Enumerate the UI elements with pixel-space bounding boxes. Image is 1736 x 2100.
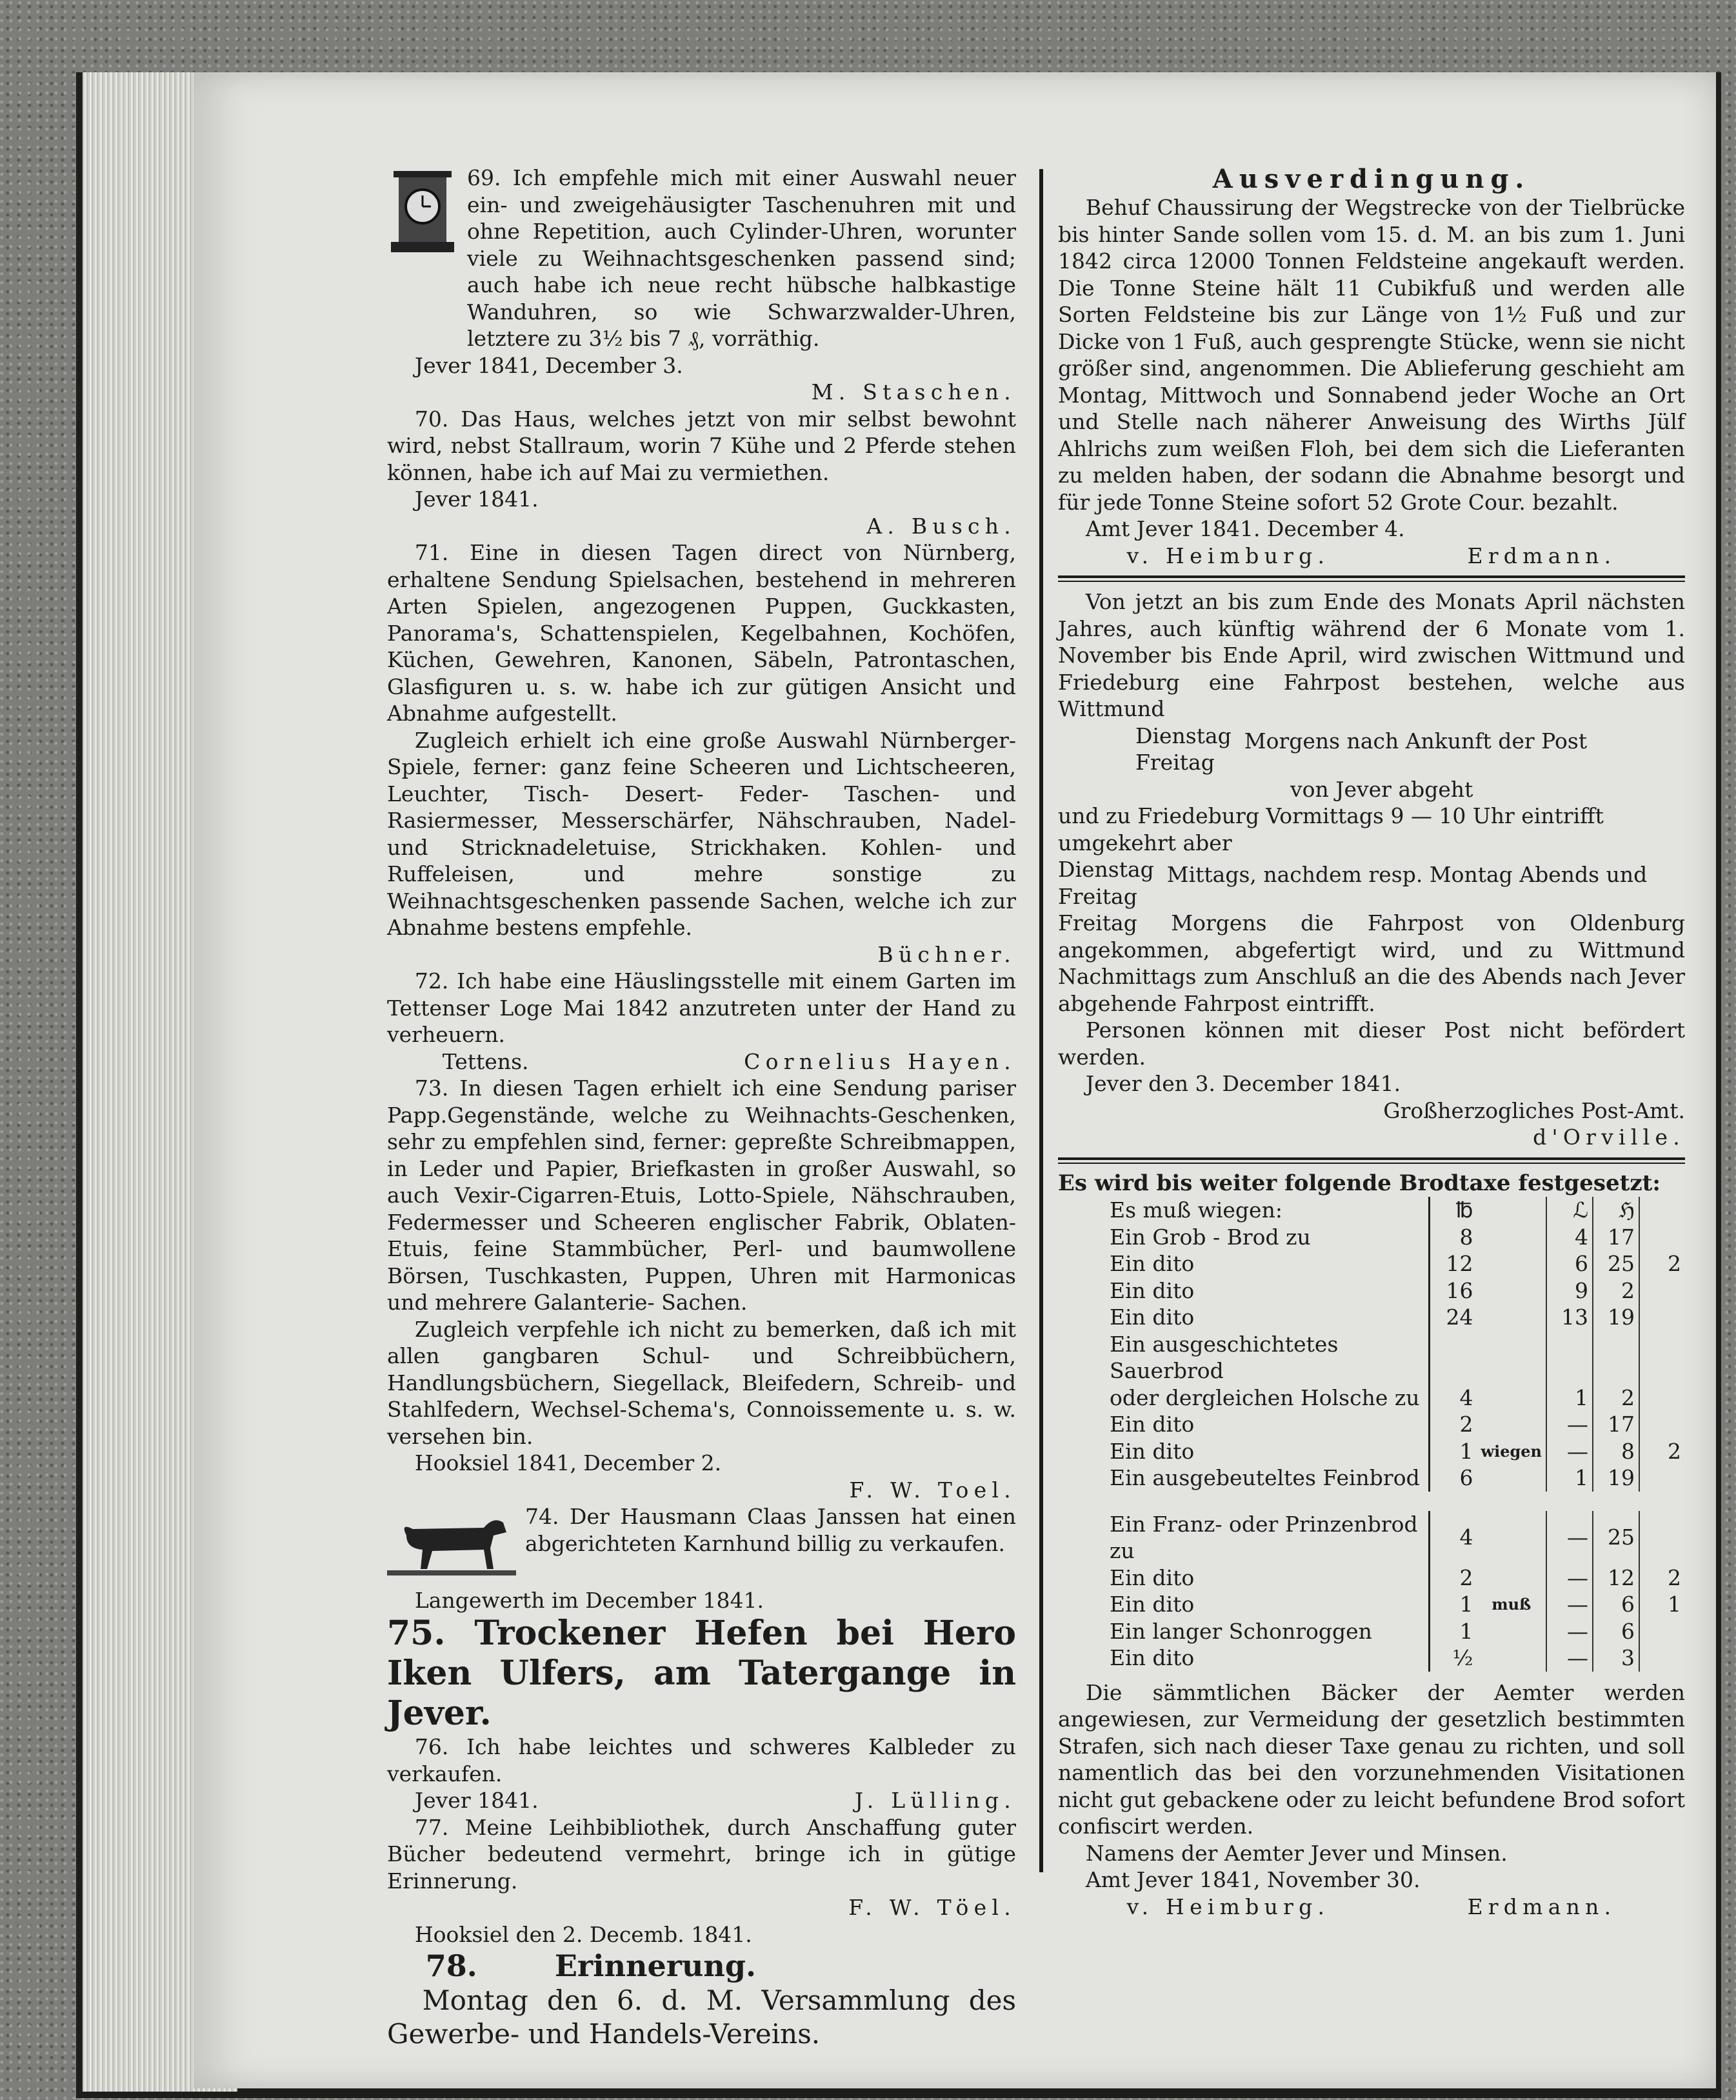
post-text3: Personen können mit dieser Post nicht befördert werden. bbox=[1058, 1017, 1685, 1070]
table-row bbox=[1058, 1511, 1685, 1565]
post-days-2 bbox=[1058, 856, 1154, 910]
brodtaxe-cell-name: Ein ausgebeuteltes Feinbrod bbox=[1110, 1465, 1420, 1490]
post-text: Von jetzt an bis zum Ende des Monats April nächsten Jahres, auch künftig während der 6 Monate vom 1. November bis Ende April, wird zwischen Wittmund und Friedeburg eine Fahrpost bestehen, welche aus Wittmund bbox=[1058, 589, 1685, 721]
brodtaxe-cell-brace bbox=[1477, 1511, 1546, 1565]
table-row bbox=[1058, 1438, 1685, 1465]
table-row bbox=[1058, 1277, 1685, 1305]
brodtaxe-group-1 bbox=[1058, 1224, 1685, 1331]
col-mark: ℒ bbox=[1546, 1197, 1593, 1224]
brodtaxe-cell-mark: 9 bbox=[1546, 1277, 1593, 1305]
brodtaxe-cell-brace bbox=[1477, 1250, 1546, 1277]
brodtaxe-cell-grote: 12 bbox=[1593, 1565, 1639, 1592]
post-schedule-2 bbox=[1058, 856, 1685, 910]
brodtaxe-text: Die sämmtlichen Bäcker der Aemter werden angewiesen, zur Vermeidung der gesetzlich bestimmten Strafen, sich nach dieser Taxe genau zu richten, und soll namentlich das bei den vorzunehmenden Visitationen nicht gut gebackene oder zu leicht befundene Brod sofort confiscirt werden. bbox=[1058, 1679, 1685, 1839]
ad-77-text: 77. Meine Leihbibliothek, durch Anschaffung guter Bücher bedeutend vermehrt, bringe ich in gütige Erinnerung. bbox=[387, 1814, 1016, 1894]
section-rule bbox=[1058, 575, 1685, 582]
brodtaxe-cell-grote: 6 bbox=[1593, 1618, 1639, 1645]
post-days-1 bbox=[1135, 723, 1232, 776]
brodtaxe-cell-weight: 24 bbox=[1430, 1304, 1477, 1331]
brodtaxe-table bbox=[1058, 1197, 1685, 1672]
post-day-friday-2: Freitag bbox=[1058, 883, 1137, 909]
brodtaxe-cell-name: Ein Grob - Brod zu bbox=[1110, 1224, 1311, 1250]
brodtaxe-row-label: Ein ausgeschichtetes Sauerbrod bbox=[1110, 1331, 1339, 1383]
brodtaxe-cell-brace bbox=[1477, 1645, 1546, 1672]
brodtaxe-title: Es wird bis weiter folgende Brodtaxe festgesetzt: bbox=[1058, 1170, 1661, 1196]
table-row bbox=[1058, 1565, 1685, 1592]
ad-72-footer bbox=[387, 1048, 1016, 1075]
brodtaxe-cell-mark: 4 bbox=[1546, 1224, 1593, 1251]
brodtaxe-cell-schwaren bbox=[1639, 1411, 1685, 1438]
brodtaxe-cell-mark: 1 bbox=[1546, 1385, 1593, 1412]
ad-72-text: 72. Ich habe eine Häuslingsstelle mit einem Garten im Tettenser Loge Mai 1842 anzutreten unter der Hand zu verheuern. bbox=[387, 968, 1016, 1047]
brodtaxe-place: Amt Jever 1841, November 30. bbox=[1085, 1867, 1421, 1892]
ad-78-text: Montag den 6. d. M. Versammlung des Gewerbe- und Handels-Vereins. bbox=[387, 1985, 1016, 2050]
brodtaxe-group-3 bbox=[1058, 1511, 1685, 1672]
table-row bbox=[1058, 1465, 1685, 1492]
brodtaxe-cell-name: oder dergleichen Holsche zu bbox=[1110, 1385, 1420, 1410]
brodtaxe-cell-name: Ein dito bbox=[1110, 1592, 1195, 1617]
table-row bbox=[1058, 1304, 1685, 1331]
col-pound: ℔ bbox=[1430, 1197, 1477, 1224]
brodtaxe-cell-schwaren bbox=[1639, 1277, 1685, 1305]
brodtaxe-cell-schwaren bbox=[1639, 1465, 1685, 1492]
ad-74-place: Langewerth im December 1841. bbox=[414, 1587, 764, 1613]
post-signature: d'Orville. bbox=[1533, 1125, 1685, 1150]
ad-73-text2: Zugleich verpfehle ich nicht zu bemerken, daß ich mit allen gangbaren Schul- und Schreibbüchern, Handlungsbüchern, Siegellack, Bleifedern, Schreib- und Stahlfedern, Wechsel-Schema's, Connoissemente u. s. w. versehen bin. bbox=[387, 1316, 1016, 1449]
right-column bbox=[1058, 165, 1685, 1920]
brodtaxe-cell-brace: muß bbox=[1492, 1595, 1531, 1614]
table-row bbox=[1058, 1645, 1685, 1672]
brodtaxe-cell-brace: wiegen bbox=[1481, 1441, 1542, 1461]
brodtaxe-cell-schwaren bbox=[1639, 1618, 1685, 1645]
ad-76-footer bbox=[387, 1787, 1016, 1814]
brodtaxe-text2: Namens der Aemter Jever und Minsen. bbox=[1085, 1840, 1508, 1866]
ad-76-place: Jever 1841. bbox=[414, 1788, 539, 1813]
brodtaxe-cell-mark: — bbox=[1546, 1618, 1593, 1645]
brodtaxe-cell-grote: 17 bbox=[1593, 1411, 1639, 1438]
ad-74-text: 74. Der Hausmann Claas Janssen hat einen abgerichteten Karnhund billig zu verkaufen. bbox=[525, 1504, 1016, 1556]
brodtaxe-cell-schwaren bbox=[1639, 1645, 1685, 1672]
post-day-friday: Freitag bbox=[1135, 750, 1215, 775]
brodtaxe-cell-weight: 16 bbox=[1430, 1277, 1477, 1305]
post-office: Großherzogliches Post-Amt. bbox=[1383, 1097, 1685, 1123]
ausverdingung-text: Behuf Chaussirung der Wegstrecke von der Tielbrücke bis hinter Sande sollen vom 15. d. M. an bis zum 1. Juni 1842 circa 12000 Tonnen Feldsteine angekauft werden. Die Tonne Steine hält 11 Cubikfuß und werden alle Sorten Feldsteine bis zur Länge von 1½ Fuß und zur Dicke von 1 Fuß, auch gesprengte Stücke, wenn sie nicht größer sind, angenommen. Die Ablieferung geschieht am Montag, Mittwoch und Sonnabend jeder Woche an Ort und Stelle nach näherer Anweisung des Wirths Jülf Ahlrichs zum weißen Floh, bei dem sich die Lieferanten zu melden haben, der sodann die Abnahme besorgt und für jede Tonne Steine sofort 52 Grote Cour. bezahlt. bbox=[1058, 195, 1685, 515]
ausverdingung-sig1: v. Heimburg. bbox=[1126, 543, 1330, 568]
post-arrive: und zu Friedeburg Vormittags 9 — 10 Uhr eintrifft bbox=[1058, 803, 1604, 828]
post-midday: Mittags, nachdem resp. Montag Abends und bbox=[1166, 862, 1648, 887]
brodtaxe-cell-weight: 4 bbox=[1430, 1385, 1477, 1412]
table-row bbox=[1058, 1250, 1685, 1277]
brodtaxe-cell-brace bbox=[1477, 1304, 1546, 1331]
ad-73-text: 73. In diesen Tagen erhielt ich eine Sendung pariser Papp.Gegenstände, welche zu Weihnachts-Geschenken, sehr zu empfehlen sind, ferner: gepreßte Schreibmappen, in Leder und Papier, Briefkasten in großer Auswahl, so auch Vexir-Cigarren-Etuis, Lotto-Spiele, Nähschrauben, Federmesser und Scheeren englischer Fabrik, Oblaten-Etuis, feine Stammbücher, Perl- und baumwollene Börsen, Tuschkasten, Puppen, Uhren mit Harmonicas und mehrere Galanterie- Sachen. bbox=[387, 1075, 1016, 1315]
brodtaxe-cell-schwaren bbox=[1639, 1304, 1685, 1331]
clock-icon bbox=[387, 165, 458, 268]
ad-70-signature: A. Busch. bbox=[866, 513, 1016, 539]
left-column bbox=[387, 165, 1016, 2051]
brodtaxe-cell-brace bbox=[1477, 1618, 1546, 1645]
ad-75-text: 75. Trockener Hefen bei Hero Iken Ulfers, am Tatergange in Jever. bbox=[387, 1614, 1016, 1733]
brodtaxe-cell-grote: 3 bbox=[1593, 1645, 1639, 1672]
brodtaxe-cell-mark: — bbox=[1546, 1411, 1593, 1438]
brodtaxe-cell-schwaren bbox=[1639, 1511, 1685, 1565]
post-morning: Morgens nach Ankunft der Post bbox=[1244, 728, 1588, 754]
brodtaxe-cell-grote: 25 bbox=[1593, 1250, 1639, 1277]
brodtaxe-cell-mark: — bbox=[1546, 1645, 1593, 1672]
brodtaxe-cell-mark: 13 bbox=[1546, 1304, 1593, 1331]
brodtaxe-cell-schwaren bbox=[1639, 1224, 1685, 1251]
brodtaxe-cell-brace bbox=[1477, 1565, 1546, 1592]
post-from: von Jever abgeht bbox=[1290, 776, 1473, 802]
brodtaxe-cell-name: Ein dito bbox=[1110, 1277, 1195, 1303]
brodtaxe-cell-name: Ein dito bbox=[1110, 1251, 1195, 1276]
ad-69 bbox=[387, 165, 1016, 352]
ad-71-text2: Zugleich erhielt ich eine große Auswahl Nürnberger-Spiele, ferner: ganz feine Scheeren und Lichtscheeren, Leuchter, Tisch- Desert- Feder- Taschen- und Rasiermesser, Messerschärfer, Nähschrauben, Nadel- und Stricknadeletuise, Strickhaken. Kohlen- und Ruffeleisen, und mehre sonstige zu Weihnachtsgeschenken passende Sachen, welche ich zur Abnahme bestens empfehle. bbox=[387, 727, 1016, 940]
post-day-tuesday-2: Dienstag bbox=[1058, 857, 1154, 882]
brodtaxe-cell-name: Ein langer Schonroggen bbox=[1110, 1618, 1372, 1644]
brodtaxe-cell-weight: 8 bbox=[1430, 1224, 1477, 1251]
dog-icon bbox=[387, 1503, 516, 1587]
post-reverse: umgekehrt aber bbox=[1058, 830, 1232, 855]
section-rule-2 bbox=[1058, 1157, 1685, 1164]
ad-73-place: Hooksiel 1841, December 2. bbox=[414, 1450, 722, 1475]
brodtaxe-cell-mark: — bbox=[1546, 1438, 1593, 1465]
ad-69-signature: M. Staschen. bbox=[811, 379, 1016, 405]
ad-76-text: 76. Ich habe leichtes und schweres Kalbleder zu verkaufen. bbox=[387, 1734, 1016, 1786]
brodtaxe-cell-grote: 2 bbox=[1593, 1385, 1639, 1412]
column-rule bbox=[1039, 169, 1043, 1872]
ad-70-place: Jever 1841. bbox=[414, 486, 539, 512]
brodtaxe-cell-brace bbox=[1477, 1465, 1546, 1492]
brodtaxe-header bbox=[1058, 1197, 1685, 1224]
ausverdingung-sig2: Erdmann. bbox=[1467, 543, 1617, 568]
brodtaxe-cell-mark: — bbox=[1546, 1565, 1593, 1592]
ad-76-signature: J. Lülling. bbox=[854, 1788, 1016, 1813]
col-grote: ℌ bbox=[1593, 1197, 1639, 1224]
brodtaxe-sig1: v. Heimburg. bbox=[1126, 1894, 1330, 1919]
brodtaxe-cell-name: Ein dito bbox=[1110, 1412, 1195, 1437]
brodtaxe-cell-weight: 2 bbox=[1430, 1565, 1477, 1592]
table-row bbox=[1058, 1411, 1685, 1438]
ad-77-signature: F. W. Töel. bbox=[848, 1895, 1016, 1920]
brodtaxe-head-label: Es muß wiegen: bbox=[1110, 1197, 1282, 1223]
brodtaxe-cell-mark: — bbox=[1546, 1591, 1593, 1618]
ad-69-place: Jever 1841, December 3. bbox=[414, 352, 683, 378]
ausverdingung-place: Amt Jever 1841. December 4. bbox=[1085, 516, 1405, 541]
ad-71-signature: Büchner. bbox=[877, 941, 1016, 967]
brodtaxe-cell-weight: 1 bbox=[1430, 1591, 1477, 1618]
brodtaxe-cell-schwaren: 2 bbox=[1639, 1250, 1685, 1277]
ad-77-place: Hooksiel den 2. Decemb. 1841. bbox=[414, 1921, 752, 1947]
table-row bbox=[1058, 1331, 1685, 1385]
post-text2: Freitag Morgens die Fahrpost von Oldenburg angekommen, abgefertigt wird, und zu Wittmund Nachmittags zum Anschluß an die des Abends nach Jever abgehende Fahrpost eintrifft. bbox=[1058, 910, 1685, 1016]
ausverdingung-signatures bbox=[1058, 543, 1685, 570]
table-row bbox=[1058, 1618, 1685, 1645]
ad-78-heading bbox=[387, 1948, 1016, 1984]
brodtaxe-cell-weight: 2 bbox=[1430, 1411, 1477, 1438]
brodtaxe-cell-brace bbox=[1477, 1385, 1546, 1412]
table-row bbox=[1058, 1591, 1685, 1618]
brodtaxe-cell-weight: 6 bbox=[1430, 1465, 1477, 1492]
brodtaxe-cell-weight: 1 bbox=[1430, 1438, 1477, 1465]
brodtaxe-signatures bbox=[1058, 1894, 1685, 1921]
brodtaxe-group-2 bbox=[1058, 1385, 1685, 1492]
brodtaxe-cell-schwaren bbox=[1639, 1385, 1685, 1412]
ad-74 bbox=[387, 1503, 1016, 1587]
brodtaxe-sig2: Erdmann. bbox=[1467, 1894, 1617, 1919]
ad-71-text: 71. Eine in diesen Tagen direct von Nürnberg, erhaltene Sendung Spielsachen, bestehend in mehreren Arten Spielen, angezogenen Puppen, Guckkasten, Panorama's, Schattenspielen, Kegelbahnen, Kochöfen, Küchen, Gewehren, Kanonen, Säbeln, Patrontaschen, Glasfiguren u. s. w. habe ich zur gütigen Ansicht und Abnahme aufgestellt. bbox=[387, 540, 1016, 726]
brodtaxe-cell-weight: 12 bbox=[1430, 1250, 1477, 1277]
brodtaxe-cell-grote: 25 bbox=[1593, 1511, 1639, 1565]
brodtaxe-cell-brace bbox=[1477, 1277, 1546, 1305]
brodtaxe-cell-name: Ein Franz- oder Prinzenbrod zu bbox=[1110, 1511, 1418, 1563]
brodtaxe-cell-brace bbox=[1477, 1224, 1546, 1251]
brodtaxe-cell-grote: 6 bbox=[1593, 1591, 1639, 1618]
brodtaxe-cell-brace bbox=[1477, 1411, 1546, 1438]
ad-69-text: 69. Ich empfehle mich mit einer Auswahl neuer ein- und zweigehäusigter Taschenuhren mit und ohne Repetition, auch Cylinder-Uhren, worunter viele zu Weihnachtsgeschenken passend sind; auch habe ich neue recht hübsche halbkastige Wanduhren, so wie Schwarzwalder-Uhren, letztere zu 3½ bis 7 ₰, vorräthig. bbox=[467, 165, 1016, 351]
ad-70-text: 70. Das Haus, welches jetzt von mir selbst bewohnt wird, nebst Stallraum, worin 7 Kühe und 2 Pferde stehen können, habe ich auf Mai zu vermiethen. bbox=[387, 406, 1016, 485]
brodtaxe-cell-weight: 4 bbox=[1430, 1511, 1477, 1565]
brodtaxe-cell-schwaren: 2 bbox=[1639, 1565, 1685, 1592]
ad-73-signature: F. W. Toel. bbox=[849, 1477, 1016, 1503]
brodtaxe-cell-mark: — bbox=[1546, 1511, 1593, 1565]
ausverdingung-title: Ausverdingung. bbox=[1212, 164, 1531, 194]
brodtaxe-cell-weight: ½ bbox=[1430, 1645, 1477, 1672]
brodtaxe-cell-schwaren: 1 bbox=[1639, 1591, 1685, 1618]
brodtaxe-cell-grote: 8 bbox=[1593, 1438, 1639, 1465]
post-place: Jever den 3. December 1841. bbox=[1085, 1071, 1401, 1096]
post-day-tuesday: Dienstag bbox=[1135, 723, 1232, 748]
table-row bbox=[1058, 1224, 1685, 1251]
brodtaxe-cell-grote: 19 bbox=[1593, 1465, 1639, 1492]
ad-72-signature: Cornelius Hayen. bbox=[744, 1048, 1016, 1074]
ad-78-number: 78. bbox=[425, 1948, 477, 1983]
brodtaxe-cell-weight: 1 bbox=[1430, 1618, 1477, 1645]
brodtaxe-cell-grote: 19 bbox=[1593, 1304, 1639, 1331]
brodtaxe-cell-name: Ein dito bbox=[1110, 1565, 1195, 1590]
post-schedule-1 bbox=[1058, 723, 1685, 776]
brodtaxe-cell-name: Ein dito bbox=[1110, 1438, 1195, 1464]
ad-78-title: Erinnerung. bbox=[554, 1948, 757, 1983]
brodtaxe-cell-grote: 2 bbox=[1593, 1277, 1639, 1305]
brodtaxe-cell-grote: 17 bbox=[1593, 1224, 1639, 1251]
brodtaxe-cell-name: Ein dito bbox=[1110, 1305, 1195, 1330]
brodtaxe-cell-schwaren: 2 bbox=[1639, 1438, 1685, 1465]
table-row bbox=[1058, 1385, 1685, 1412]
brodtaxe-cell-mark: 1 bbox=[1546, 1465, 1593, 1492]
brodtaxe-cell-mark: 6 bbox=[1546, 1250, 1593, 1277]
brodtaxe-cell-name: Ein dito bbox=[1110, 1645, 1195, 1670]
ad-72-place: Tettens. bbox=[442, 1048, 529, 1074]
